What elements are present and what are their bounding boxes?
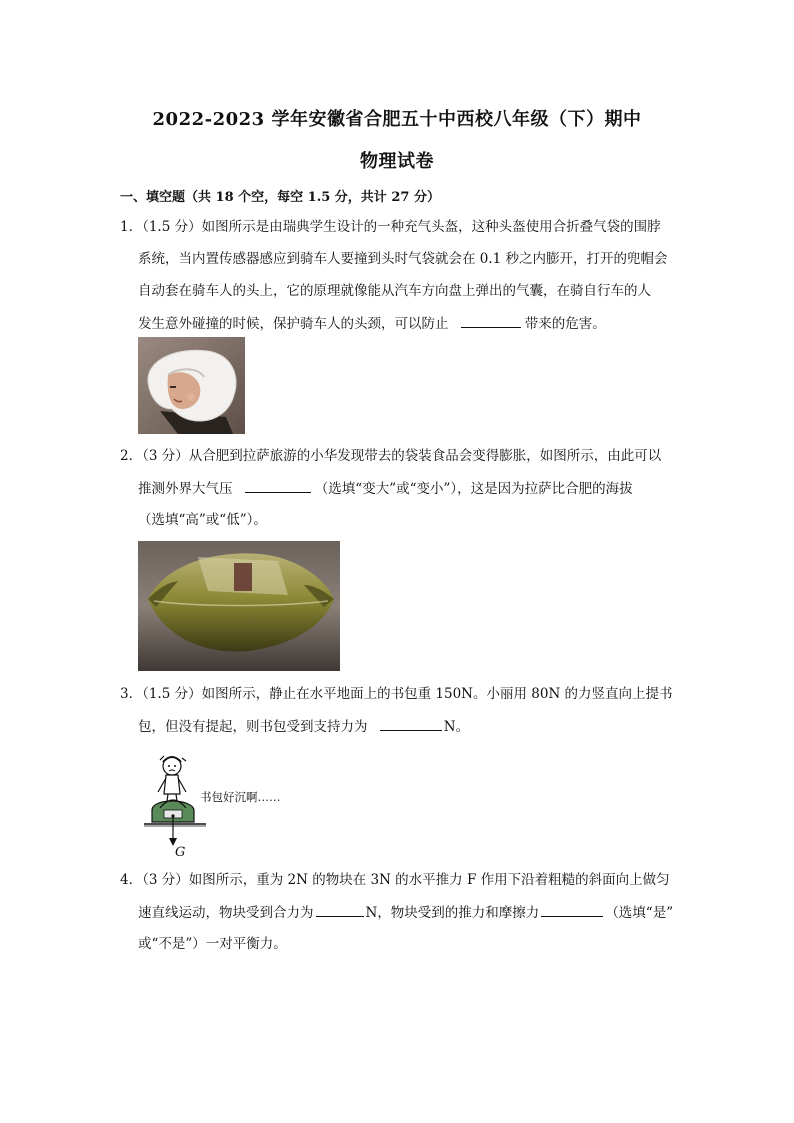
answer-blank[interactable] <box>316 902 364 917</box>
question-text: （选填“是” <box>605 905 674 921</box>
question-text-line: 4．（3 分）如图所示，重为 2N 的物块在 3N 的水平推力 F 作用下沿着粗糙的斜面向上做匀 <box>120 872 670 888</box>
airbag-helmet-photo <box>138 337 245 434</box>
question-text-line <box>138 716 683 737</box>
answer-blank[interactable] <box>461 313 521 328</box>
question-text: 推测外界大气压 <box>138 481 233 497</box>
answer-blank[interactable] <box>541 902 603 917</box>
exam-title: 2022-2023 学年安徽省合肥五十中西校八年级（下）期中 <box>152 109 642 130</box>
girl-lifting-schoolbag-drawing <box>142 752 208 858</box>
exam-subtitle: 物理试卷 <box>360 151 434 172</box>
question-text: N。 <box>443 719 470 735</box>
section-heading: 一、填空题（共 18 个空，每空 1.5 分，共计 27 分） <box>120 190 440 205</box>
question-text-line <box>138 902 683 923</box>
question-text: 速直线运动，物块受到合力为 <box>138 905 314 921</box>
question-text: 带来的危害。 <box>524 316 606 332</box>
figure-caption: 书包好沉啊…… <box>200 790 281 804</box>
question-text-line <box>138 478 683 499</box>
question-text-line <box>138 313 683 334</box>
question-text: 发生意外碰撞的时候，保护骑车人的头颈，可以防止 <box>138 316 449 332</box>
question-text: N，物块受到的推力和摩擦力 <box>365 905 540 921</box>
inflated-snack-bag-photo <box>138 541 340 671</box>
gravity-label: G <box>175 845 186 858</box>
question-text-line: 3．（1.5 分）如图所示，静止在水平地面上的书包重 150N。小丽用 80N 的力竖直向上提书 <box>120 686 673 702</box>
answer-blank[interactable] <box>245 478 311 493</box>
question-text: 包，但没有提起，则书包受到支持力为 <box>138 719 368 735</box>
answer-blank[interactable] <box>380 716 442 731</box>
question-text: （选填“变大”或“变小”），这是因为拉萨比合肥的海拔 <box>314 481 633 497</box>
question-text-line: 2．（3 分）从合肥到拉萨旅游的小华发现带去的袋装食品会变得膨胀，如图所示，由此可以 <box>120 448 662 464</box>
question-text-line: 1．（1.5 分）如图所示是由瑞典学生设计的一种充气头盔，这种头盔使用合折叠气袋的围脖 <box>120 219 661 235</box>
question-text-line: 自动套在骑车人的头上，它的原理就像能从汽车方向盘上弹出的气囊，在骑自行车的人 <box>138 283 651 299</box>
question-text-line: （选填“高”或“低”）。 <box>138 512 267 528</box>
question-text-line: 或“不是”）一对平衡力。 <box>138 936 287 952</box>
question-text-line: 系统，当内置传感器感应到骑车人要撞到头时气袋就会在 0.1 秒之内膨开，打开的兜帽会 <box>138 251 668 267</box>
